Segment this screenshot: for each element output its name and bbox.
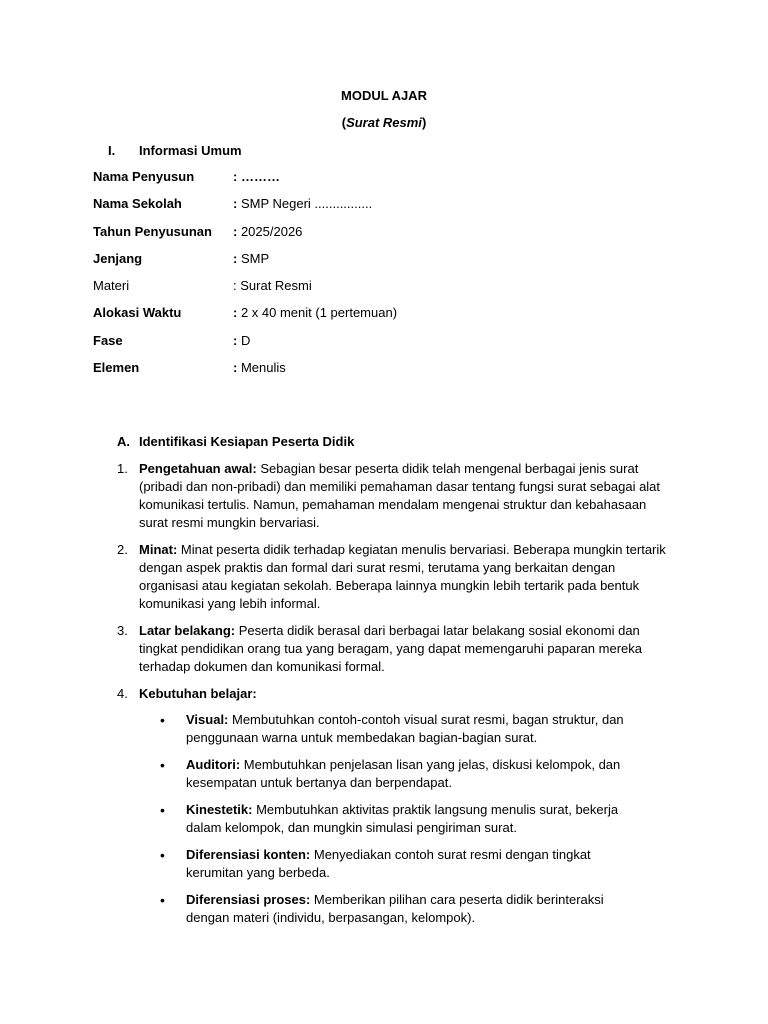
list-number: 1.	[117, 461, 128, 476]
bullet-dot-icon: •	[160, 892, 165, 908]
section-heading-identifikasi	[117, 434, 354, 450]
bullet-dot-icon: •	[160, 757, 165, 773]
info-value: SMP Negeri ................	[240, 196, 373, 212]
info-row	[93, 251, 397, 278]
document-subtitle	[0, 115, 768, 131]
info-label: Materi	[93, 278, 130, 294]
bullet-text: Membutuhkan aktivitas praktik langsung menulis surat, bekerja dalam kelompok, dan mungkin simulasi pengiriman surat.	[186, 802, 619, 835]
info-label: Jenjang	[93, 250, 143, 266]
bullet-list	[160, 711, 650, 936]
info-label: Fase	[93, 332, 123, 348]
list-item	[117, 541, 677, 613]
info-value: ………	[240, 169, 280, 184]
info-separator: :	[233, 332, 241, 348]
list-item-term: Pengetahuan awal:	[139, 461, 257, 476]
list-item-text: Sebagian besar peserta didik telah mengenal berbagai jenis surat (pribadi dan non-pribadi) dan memiliki pemahaman dasar tentang fungsi surat sebagai alat komunikasi tertulis. Namun, pemahaman mendalam mengenai struktur dan kebahasaan surat resmi mungkin bervariasi.	[139, 461, 661, 530]
info-value: Menulis	[240, 360, 286, 376]
info-label: Tahun Penyusunan	[93, 223, 212, 239]
info-label: Nama Penyusun	[93, 169, 195, 184]
info-separator: :	[233, 169, 241, 184]
bullet-dot-icon: •	[160, 847, 165, 863]
info-value: 2 x 40 menit (1 pertemuan)	[240, 305, 398, 321]
bullet-text: Menyediakan contoh surat resmi dengan tingkat kerumitan yang berbeda.	[186, 847, 591, 880]
bullet-term: Diferensiasi proses:	[186, 892, 311, 907]
section-title: Identifikasi Kesiapan Peserta Didik	[139, 434, 355, 449]
info-value: Surat Resmi	[240, 278, 312, 294]
bullet-item	[160, 711, 650, 747]
list-number: 4.	[117, 686, 128, 701]
subtitle-italic: Surat Resmi	[346, 115, 422, 130]
bullet-term: Diferensiasi konten:	[186, 847, 311, 862]
info-label: Elemen	[93, 360, 140, 376]
list-item-term: Kebutuhan belajar:	[139, 686, 257, 701]
list-number: 3.	[117, 623, 128, 638]
bullet-item	[160, 756, 650, 792]
bullet-text: Membutuhkan penjelasan lisan yang jelas, diskusi kelompok, dan kesempatan untuk bertanya dan berpendapat.	[186, 757, 621, 790]
bullet-term: Visual:	[186, 712, 229, 727]
list-item-term: Latar belakang:	[139, 623, 236, 638]
bullet-dot-icon: •	[160, 802, 165, 818]
list-item-text: Peserta didik berasal dari berbagai latar belakang sosial ekonomi dan tingkat pendidikan orang tua yang beragam, yang dapat memengaruhi paparan mereka terhadap dokumen dan komunikasi formal.	[139, 623, 643, 674]
info-row	[93, 333, 397, 360]
bullet-term: Auditori:	[186, 757, 241, 772]
bullet-text: Memberikan pilihan cara peserta didik berinteraksi dengan materi (individu, berpasangan, kelompok).	[186, 892, 604, 925]
info-value: D	[240, 332, 251, 348]
subtitle-close: )	[421, 115, 427, 130]
info-table	[93, 169, 397, 387]
bullet-term: Kinestetik:	[186, 802, 253, 817]
info-separator: :	[233, 305, 241, 321]
info-label: Alokasi Waktu	[93, 305, 182, 321]
section-heading-informasi-umum	[108, 143, 242, 159]
info-row	[93, 224, 397, 251]
bullet-item	[160, 801, 650, 837]
section-number: I.	[108, 143, 116, 158]
list-item	[117, 460, 677, 532]
list-item-term: Minat:	[139, 542, 178, 557]
numbered-list	[117, 460, 677, 712]
info-row	[93, 278, 397, 305]
bullet-dot-icon: •	[160, 712, 165, 728]
list-number: 2.	[117, 542, 128, 557]
info-row	[93, 360, 397, 387]
document-title: MODUL AJAR	[341, 88, 427, 103]
section-number: A.	[117, 434, 130, 449]
info-row	[93, 196, 397, 223]
info-label: Nama Sekolah	[93, 196, 182, 212]
info-value: 2025/2026	[240, 223, 303, 239]
info-separator: :	[233, 223, 241, 239]
bullet-item	[160, 891, 650, 927]
bullet-item	[160, 846, 650, 882]
subtitle-open: (	[341, 115, 347, 130]
list-item	[117, 685, 677, 703]
info-row	[93, 305, 397, 332]
info-separator: :	[233, 250, 241, 266]
info-separator: :	[233, 196, 241, 212]
list-item-text: Minat peserta didik terhadap kegiatan menulis bervariasi. Beberapa mungkin tertarik dengan aspek praktis dan formal dari surat resmi, terutama yang berkaitan dengan organisasi atau kegiatan sekolah. Beberapa lainnya mungkin lebih tertarik pada bentuk komunikasi yang lebih informal.	[139, 542, 666, 611]
bullet-text: Membutuhkan contoh-contoh visual surat resmi, bagan struktur, dan penggunaan warna untuk membedakan bagian-bagian surat.	[186, 712, 624, 745]
info-separator: :	[233, 278, 241, 294]
info-row	[93, 169, 397, 196]
list-item	[117, 622, 677, 676]
section-title: Informasi Umum	[139, 143, 242, 158]
info-value: SMP	[240, 250, 270, 266]
info-separator: :	[233, 360, 241, 376]
